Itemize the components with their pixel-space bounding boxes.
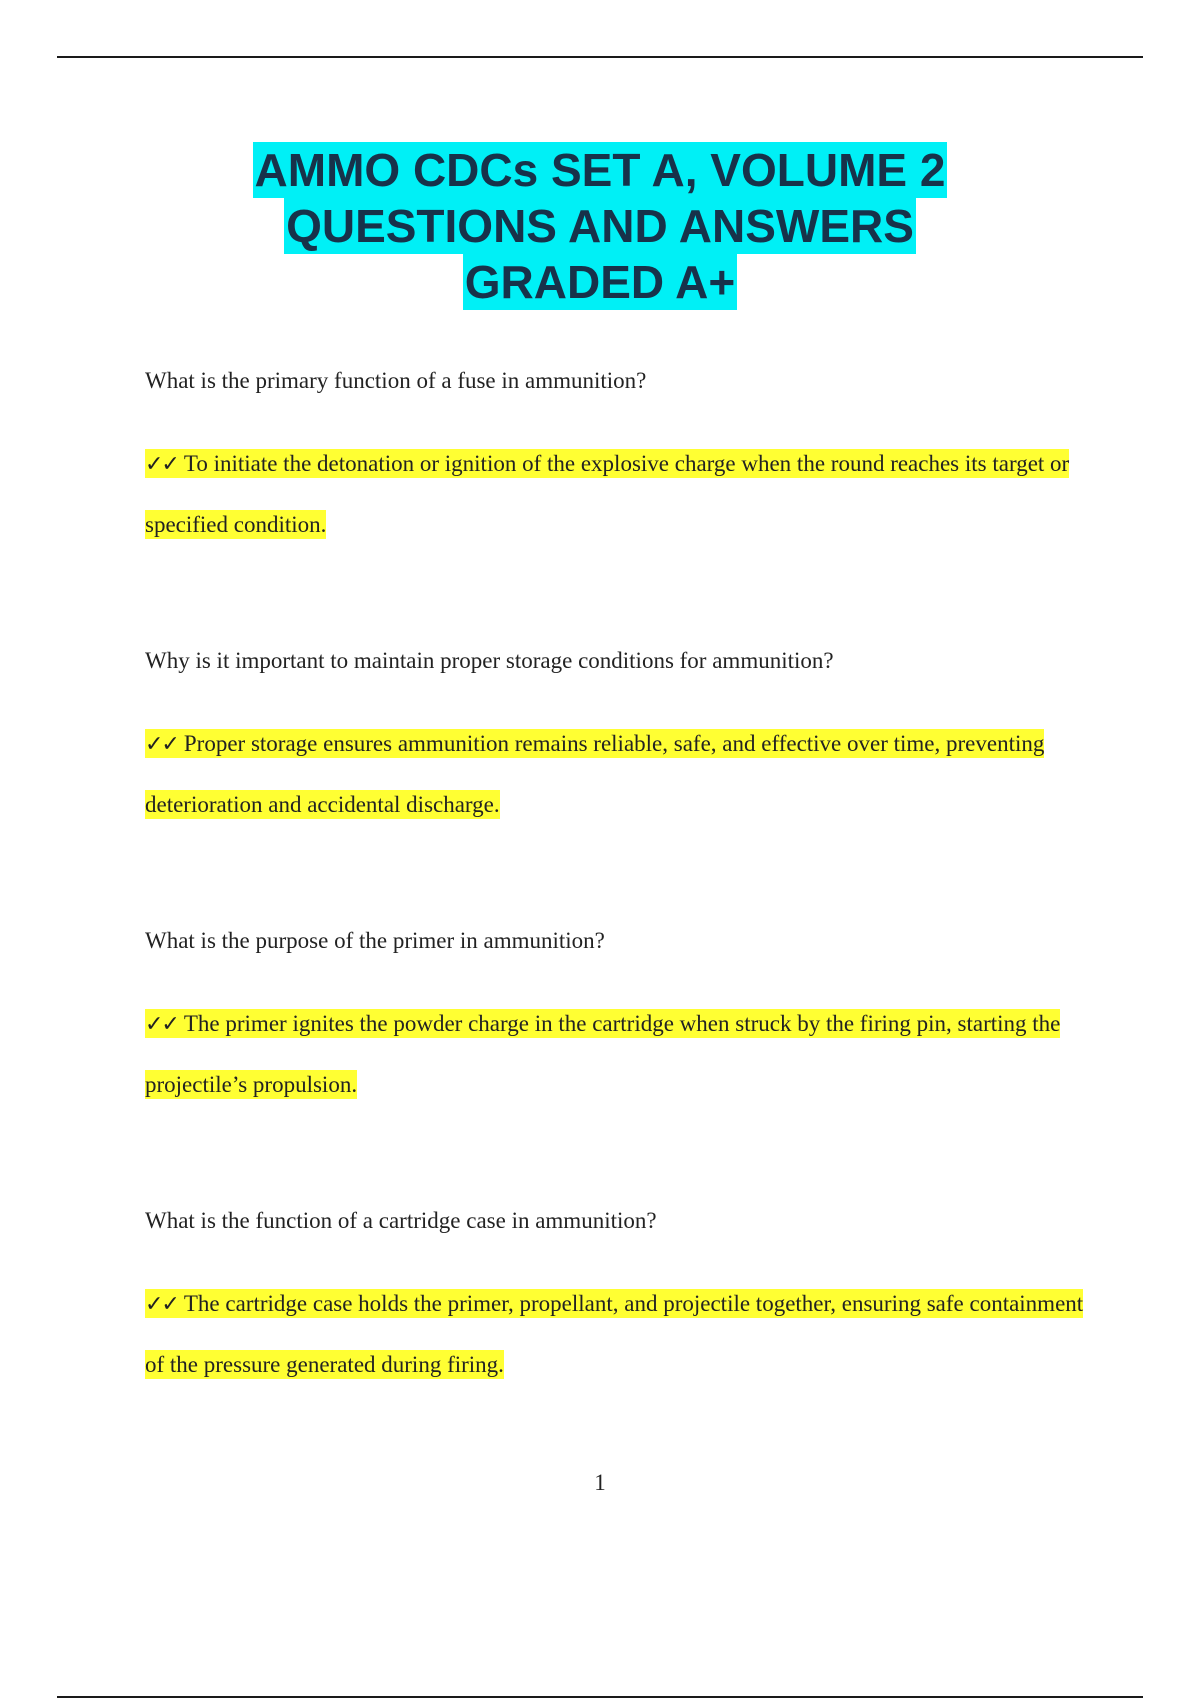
answer-highlight bbox=[145, 729, 1044, 819]
page-number: 1 bbox=[594, 1470, 606, 1495]
top-rule bbox=[57, 56, 1143, 58]
question-text: What is the purpose of the primer in ammunition? bbox=[145, 928, 605, 953]
qa-item-1 bbox=[145, 366, 1095, 555]
double-check-icon: ✓✓ bbox=[145, 452, 178, 477]
double-check-icon: ✓✓ bbox=[145, 732, 178, 757]
question-text: What is the primary function of a fuse in ammunition? bbox=[145, 368, 647, 393]
answer-text: The cartridge case holds the primer, propellant, and projectile together, ensuring safe containment of the pressure generated during firing. bbox=[145, 1291, 1084, 1377]
answer-block bbox=[145, 1274, 1095, 1395]
double-check-icon: ✓✓ bbox=[145, 1012, 178, 1037]
answer-text: The primer ignites the powder charge in the cartridge when struck by the firing pin, starting the projectile’s propulsion. bbox=[145, 1011, 1061, 1097]
title-line-1: AMMO CDCs SET A, VOLUME 2 bbox=[254, 144, 946, 196]
answer-highlight bbox=[145, 1009, 1060, 1099]
double-check-icon: ✓✓ bbox=[145, 1292, 178, 1317]
title-line-3: GRADED A+ bbox=[464, 256, 736, 308]
question-text: What is the function of a cartridge case in ammunition? bbox=[145, 1208, 657, 1233]
qa-item-3 bbox=[145, 926, 1095, 1115]
question-text: Why is it important to maintain proper storage conditions for ammunition? bbox=[145, 648, 834, 673]
answer-text: Proper storage ensures ammunition remains reliable, safe, and effective over time, preventing deterioration and accidental discharge. bbox=[145, 731, 1045, 817]
qa-item-2 bbox=[145, 646, 1095, 835]
document-title bbox=[0, 142, 1200, 310]
answer-block bbox=[145, 434, 1095, 555]
title-line-2: QUESTIONS AND ANSWERS bbox=[286, 200, 914, 252]
qa-item-4 bbox=[145, 1206, 1095, 1395]
answer-block bbox=[145, 994, 1095, 1115]
bottom-rule bbox=[57, 1696, 1143, 1698]
answer-highlight bbox=[145, 449, 1069, 539]
answer-text: To initiate the detonation or ignition of the explosive charge when the round reaches its target or specified condition. bbox=[145, 451, 1070, 537]
answer-block bbox=[145, 714, 1095, 835]
answer-highlight bbox=[145, 1289, 1083, 1379]
